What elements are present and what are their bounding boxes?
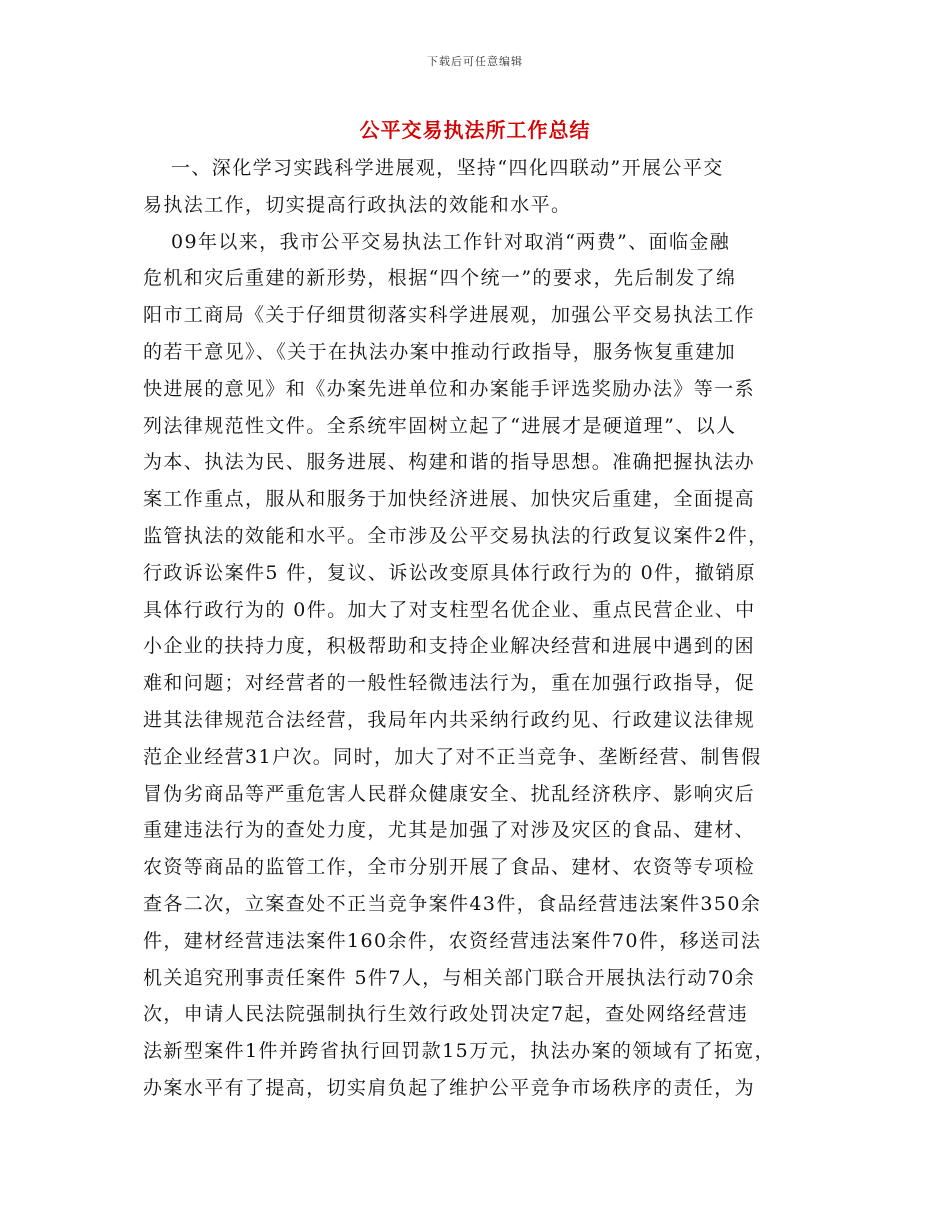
paragraph-line: 案工作重点，服从和服务于加快经济进展、加快灾后重建，全面提高 <box>143 488 756 511</box>
paragraph <box>143 224 808 1107</box>
paragraph-line: 09年以来，我市公平交易执法工作针对取消“两费”、面临金融 <box>171 230 731 253</box>
paragraph-line: 次，申请人民法院强制执行生效行政处罚决定7起，查处网络经营违 <box>143 1003 749 1026</box>
paragraph-line: 的若干意见》、《关于在执法办案中推动行政指导，服务恢复重建加 <box>143 340 737 363</box>
paragraph-line: 办案水平有了提高，切实肩负起了维护公平竞争市场秩序的责任，为 <box>143 1076 756 1099</box>
paragraph-line: 难和问题；对经营者的一般性轻微违法行为，重在加强行政指导，促 <box>143 672 756 695</box>
document-title: 公平交易执法所工作总结 <box>359 118 591 142</box>
paragraph-line: 范企业经营31户次。同时，加大了对不正当竞争、垄断经营、制售假 <box>143 745 762 768</box>
paragraph <box>143 150 808 224</box>
paragraph-line: 件，建材经营违法案件160余件，农资经营违法案件70件，移送司法 <box>143 929 762 952</box>
paragraph-line: 易执法工作，切实提高行政执法的效能和水平。 <box>143 193 572 216</box>
paragraph-line: 列法律规范性文件。全系统牢固树立起了“进展才是硬道理”、以人 <box>143 414 737 437</box>
paragraph-line: 进其法律规范合法经营，我局年内共采纳行政约见、行政建议法律规 <box>143 708 756 731</box>
header-note: 下载后可任意编辑 <box>427 55 523 68</box>
paragraph-line: 为本、执法为民、服务进展、构建和谐的指导思想。准确把握执法办 <box>143 451 756 474</box>
paragraph-line: 冒伪劣商品等严重危害人民群众健康安全、扰乱经济秩序、影响灾后 <box>143 782 756 805</box>
paragraph-line: 小企业的扶持力度，积极帮助和支持企业解决经营和进展中遇到的困 <box>143 635 756 658</box>
paragraph-line: 危机和灾后重建的新形势，根据“四个统一”的要求，先后制发了绵 <box>143 267 737 290</box>
paragraph-line: 机关追究刑事责任案件 5件7人，与相关部门联合开展执法行动70余 <box>143 966 756 989</box>
paragraph-line: 一、深化学习实践科学进展观，坚持“四化四联动”开展公平交 <box>171 157 724 179</box>
paragraph-line: 阳市工商局《关于仔细贯彻落实科学进展观，加强公平交易执法工作 <box>143 304 756 327</box>
paragraph-line: 查各二次，立案查处不正当竞争案件43件，食品经营违法案件350余 <box>143 892 762 915</box>
paragraph-line: 快进展的意见》和《办案先进单位和办案能手评选奖励办法》等一系 <box>143 377 756 400</box>
paragraph-line: 重建违法行为的查处力度，尤其是加强了对涉及灾区的食品、建材、 <box>143 819 756 842</box>
paragraph-line: 具体行政行为的 0件。加大了对支柱型名优企业、重点民营企业、中 <box>143 598 756 621</box>
paragraph-line: 农资等商品的监管工作，全市分别开展了食品、建材、农资等专项检 <box>143 856 756 879</box>
paragraph-line: 监管执法的效能和水平。全市涉及公平交易执法的行政复议案件2件， <box>143 524 769 547</box>
document-body <box>143 150 808 1107</box>
paragraph-line: 行政诉讼案件5 件，复议、诉讼改变原具体行政行为的 0件，撤销原 <box>143 561 757 584</box>
paragraph-line: 法新型案件1件并跨省执行回罚款15万元，执法办案的领域有了拓宽， <box>143 1040 776 1063</box>
